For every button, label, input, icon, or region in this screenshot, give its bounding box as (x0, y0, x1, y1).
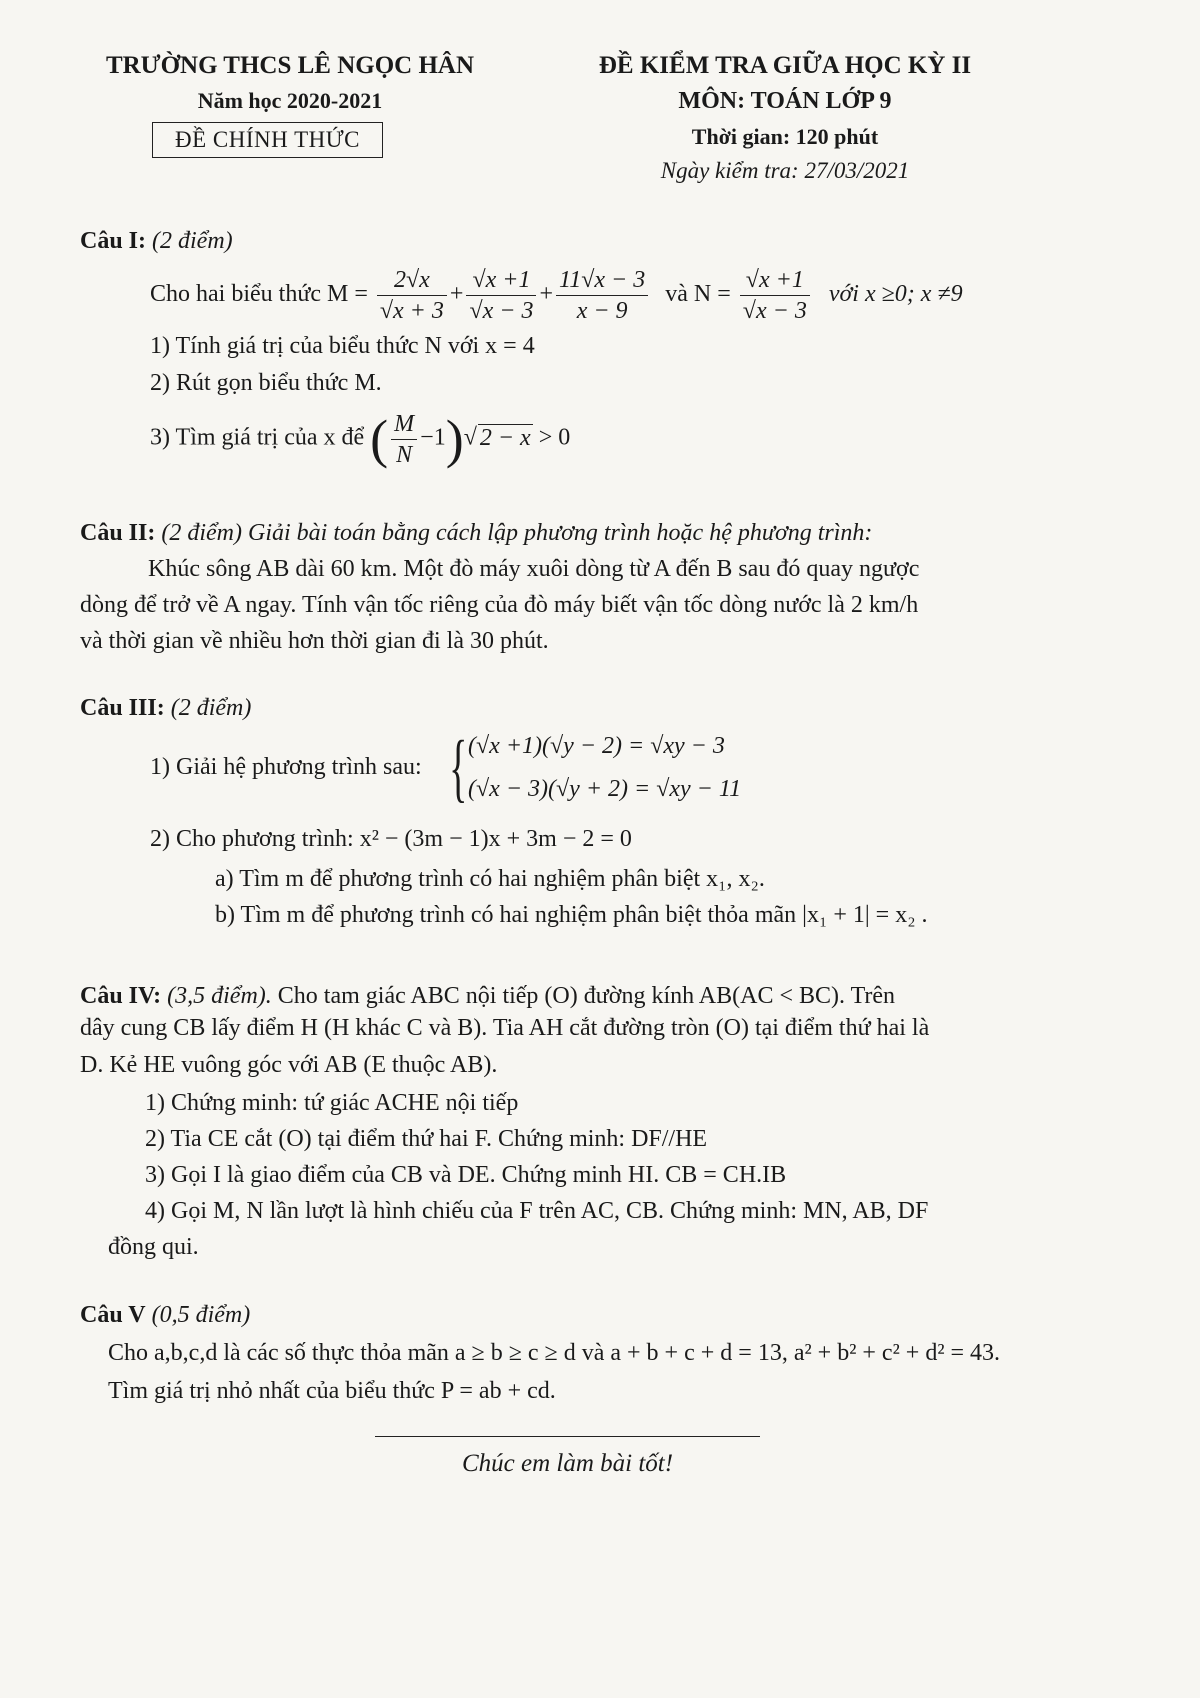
expr-condition: với x ≥0; x ≠9 (828, 281, 963, 308)
fraction-3: $\frac{11√x - 3}{x - 9}$ (556, 265, 648, 326)
official-label: ĐỀ CHÍNH THỨC (152, 122, 383, 158)
question-3-item-2a: a) Tìm m để phương trình có hai nghiệm phân biệt x₁, x₂. (215, 866, 765, 892)
question-3-item-1: 1) Giải hệ phương trình sau: (150, 754, 422, 780)
question-4-intro (80, 978, 1120, 1015)
footer-message: Chúc em làm bài tốt! (461, 1450, 674, 1477)
question-4-item-2: 2) Tia CE cắt (O) tại điểm thứ hai F. Chứng minh: DF//HE (145, 1126, 708, 1152)
question-1-points: (2 điểm) (152, 228, 233, 254)
question-1-item-2: 2) Rút gọn biểu thức M. (150, 370, 382, 396)
fraction-m-over-n: $\frac{M}{N}$ (391, 409, 417, 470)
question-2-line-3: và thời gian về nhiều hơn thời gian đi là 30 phút. (80, 628, 549, 654)
question-1-label: Câu I: (80, 228, 147, 254)
question-2-line-2: dòng để trở về A ngay. Tính vận tốc riêng của đò máy biết vận tốc dòng nước là 2 km/h (80, 592, 919, 618)
item-3-end: > 0 (538, 424, 571, 451)
question-4-item-3: 3) Gọi I là giao điểm của CB và DE. Chứng minh HI. CB = CH.IB (145, 1162, 787, 1188)
exam-subject: MÔN: TOÁN LỚP 9 (678, 88, 892, 114)
school-year: Năm học 2020-2021 (197, 88, 383, 113)
footer-divider (375, 1436, 760, 1437)
item-3-minus: −1 (420, 424, 446, 451)
fraction-1: $\frac{2√x}{√x + 3}$ (377, 265, 447, 326)
item-3-radicand: 2 − x (479, 424, 531, 451)
question-2-label: Câu II: (80, 520, 156, 546)
question-4-item-4: 4) Gọi M, N lần lượt là hình chiếu của F trên AC, CB. Chứng minh: MN, AB, DF (145, 1198, 929, 1224)
exam-duration: Thời gian: 120 phút (691, 124, 879, 149)
expr-intro: Cho hai biểu thức M = (150, 281, 368, 308)
question-4-label: Câu IV: (80, 983, 162, 1009)
question-4-text-1: Cho tam giác ABC nội tiếp (O) đường kính AB(AC < BC). Trên (271, 983, 896, 1009)
exam-title: ĐỀ KIỂM TRA GIỮA HỌC KỲ II (598, 52, 972, 79)
official-box (152, 122, 383, 158)
question-2-points: (2 điểm) Giải bài toán bằng cách lập phương trình hoặc hệ phương trình: (161, 520, 873, 546)
question-1-expressions: Cho hai biểu thức M = $\frac{2√x}{√x + 3}$ + $\frac{√x +1}{√x - 3}$ + $\frac{11√x - 3}{x - 9}$ và N = $\frac{√x +1}{√x - 3}$ với x ≥0; x ≠9 (150, 267, 963, 324)
item-3-text: 3) Tìm giá trị của x để (150, 424, 365, 451)
question-3-points: (2 điểm) (170, 695, 252, 721)
question-4-points: (3,5 điểm). (167, 983, 272, 1009)
question-4-text-2: dây cung CB lấy điểm H (H khác C và B). Tia AH cắt đường tròn (O) tại điểm thứ hai là (80, 1015, 930, 1041)
fraction-n: $\frac{√x +1}{√x - 3}$ (740, 265, 810, 326)
question-3-label: Câu III: (80, 695, 165, 721)
question-3-item-2: 2) Cho phương trình: x² − (3m − 1)x + 3m − 2 = 0 (150, 826, 632, 852)
question-5-heading (80, 1302, 250, 1329)
question-3-item-2b: b) Tìm m để phương trình có hai nghiệm phân biệt thỏa mãn |x₁ + 1| = x₂ . (215, 902, 928, 928)
exam-date: Ngày kiểm tra: 27/03/2021 (660, 158, 910, 183)
question-5-line-1: Cho a,b,c,d là các số thực thỏa mãn a ≥ b ≥ c ≥ d và a + b + c + d = 13, a² + b² + c² + d² = 43. (108, 1340, 1001, 1366)
question-5-label: Câu V (80, 1302, 146, 1328)
question-4-text-3: D. Kẻ HE vuông góc với AB (E thuộc AB). (80, 1052, 498, 1078)
system-equation-1: (√x +1)(√y − 2) = √xy − 3 (468, 733, 725, 759)
question-5-points: (0,5 điểm) (151, 1302, 251, 1328)
question-4-item-1: 1) Chứng minh: tứ giác ACHE nội tiếp (145, 1090, 519, 1116)
school-name: TRƯỜNG THCS LÊ NGỌC HÂN (105, 52, 475, 79)
question-3-heading (80, 695, 251, 722)
system-brace: { (449, 726, 468, 810)
question-2-line-1: Khúc sông AB dài 60 km. Một đò máy xuôi dòng từ A đến B sau đó quay ngược (148, 556, 920, 582)
question-4-item-4-cont: đồng qui. (108, 1234, 199, 1260)
question-1-heading (80, 228, 233, 255)
expr-and-n: và N = (665, 281, 731, 308)
system-equation-2: (√x − 3)(√y + 2) = √xy − 11 (468, 776, 742, 802)
question-1-item-3: 3) Tìm giá trị của x để ( $\frac{M}{N}$ −1)√ 2 − x > 0 (150, 409, 571, 469)
question-5-line-2: Tìm giá trị nhỏ nhất của biểu thức P = ab + cd. (108, 1378, 556, 1404)
question-2-heading (80, 520, 872, 547)
question-1-item-1: 1) Tính giá trị của biểu thức N với x = 4 (150, 333, 535, 359)
fraction-2: $\frac{√x +1}{√x - 3}$ (466, 265, 536, 326)
